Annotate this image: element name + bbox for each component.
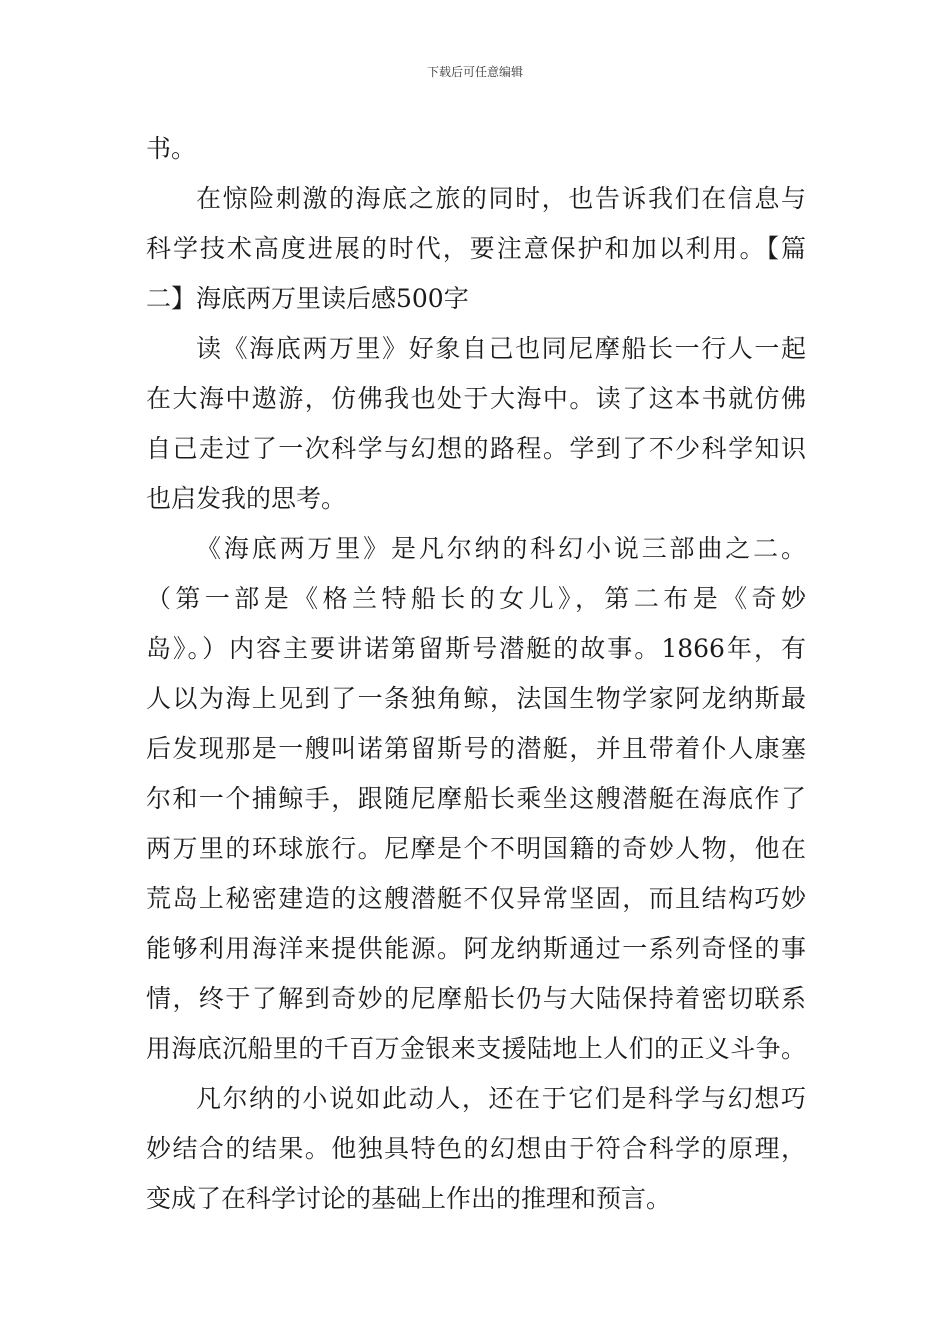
text-line: 读《海底两万里》好象自己也同尼摩船长一行人一起 [196,334,806,363]
text-line: 科学技术高度进展的时代，要注意保护和加以利用。【篇 [146,234,806,263]
page-header: 下载后可任意编辑 [426,65,523,79]
text-line: 用海底沉船里的千百万金银来支援陆地上人们的正义斗争。 [146,1034,806,1063]
text-line: 二】海底两万里读后感500字 [146,284,469,313]
text-line: 自己走过了一次科学与幻想的路程。学到了不少科学知识 [146,434,806,463]
text-line: 《海底两万里》是凡尔纳的科幻小说三部曲之二。 [196,534,806,563]
text-line: 书。 [146,134,197,163]
text-line: 人以为海上见到了一条独角鲸，法国生物学家阿龙纳斯最 [146,684,806,713]
text-line: 后发现那是一艘叫诺第留斯号的潜艇，并且带着仆人康塞 [146,734,806,763]
text-line: 情，终于了解到奇妙的尼摩船长仍与大陆保持着密切联系 [146,984,806,1013]
text-line: 也启发我的思考。 [146,484,347,513]
text-line: （第一部是《格兰特船长的女儿》，第二布是《奇妙 [146,584,806,613]
text-line: 变成了在科学讨论的基础上作出的推理和预言。 [146,1184,672,1213]
text-line: 在大海中遨游，仿佛我也处于大海中。读了这本书就仿佛 [146,384,806,413]
text-line: 在惊险刺激的海底之旅的同时，也告诉我们在信息与 [196,184,806,213]
text-line: 凡尔纳的小说如此动人，还在于它们是科学与幻想巧 [196,1084,806,1113]
text-line: 妙结合的结果。他独具特色的幻想由于符合科学的原理， [146,1134,806,1163]
text-line: 能够利用海洋来提供能源。阿龙纳斯通过一系列奇怪的事 [146,934,806,963]
text-line: 岛》。）内容主要讲诺第留斯号潜艇的故事。1866年，有 [146,634,806,663]
text-line: 尔和一个捕鲸手，跟随尼摩船长乘坐这艘潜艇在海底作了 [146,784,806,813]
text-line: 两万里的环球旅行。尼摩是个不明国籍的奇妙人物，他在 [146,834,806,863]
text-line: 荒岛上秘密建造的这艘潜艇不仅异常坚固，而且结构巧妙 [146,884,806,913]
